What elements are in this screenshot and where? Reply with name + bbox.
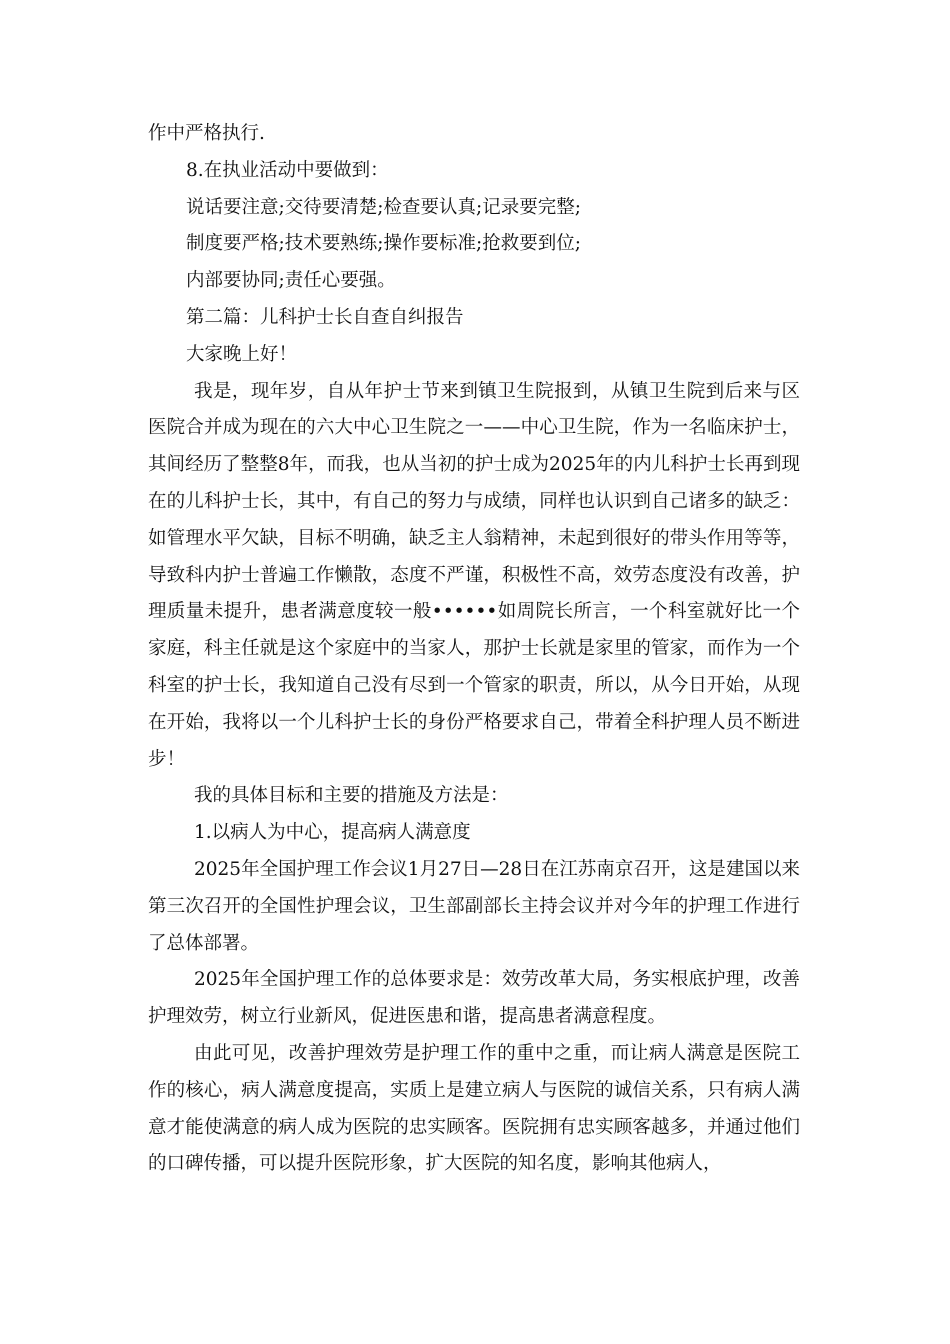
paragraph-item-8: 8.在执业活动中要做到： [186, 159, 389, 181]
document-body [148, 116, 800, 1183]
paragraph-continuation: 作中严格执行. [148, 123, 265, 144]
paragraph-rules-line-2: 制度要严格;技术要熟练;操作要标准;抢救要到位; [186, 233, 581, 255]
section-heading: 第二篇：儿科护士长自查自纠报告 [186, 306, 464, 328]
paragraph-conference: 2025年全国护理工作会议1月27日—28日在江苏南京召开，这是建国以来第三次召开的全国性护理会议，卫生部副部长主持会议并对今年的护理工作进行了总体部署。 [148, 858, 800, 954]
paragraph-requirements: 2025年全国护理工作的总体要求是：效劳改革大局，务实根底护理，改善护理效劳，树立行业新风，促进医患和谐，提高患者满意程度。 [148, 969, 800, 1028]
paragraph-rules-line-1: 说话要注意;交待要清楚;检查要认真;记录要完整; [186, 196, 581, 218]
paragraph-satisfaction: 由此可见，改善护理效劳是护理工作的重中之重，而让病人满意是医院工作的核心，病人满意度提高，实质上是建立病人与医院的诚信关系，只有病人满意才能使满意的病人成为医院的忠实顾客。医院拥有忠实顾客越多，并通过他们的口碑传播，可以提升医院形象，扩大医院的知名度，影响其他病人， [148, 1042, 800, 1175]
paragraph-self-introduction: 我是，现年岁，自从年护士节来到镇卫生院报到，从镇卫生院到后来与区医院合并成为现在的六大中心卫生院之一——中心卫生院，作为一名临床护士，其间经历了整整8年，而我，也从当初的护士成为2025年的内儿科护士长再到现在的儿科护士长，其中，有自己的努力与成绩，同样也认识到自己诸多的缺乏：如管理水平欠缺，目标不明确，缺乏主人翁精神，未起到很好的带头作用等等，导致科内护士普遍工作懒散，态度不严谨，积极性不高，效劳态度没有改善，护理质量未提升，患者满意度较一般••••••如周院长所言，一个科室就好比一个家庭，科主任就是这个家庭中的当家人，那护士长就是家里的管家，而作为一个科室的护士长，我知道自己没有尽到一个管家的职责，所以，从今日开始，从现在开始，我将以一个儿科护士长的身份严格要求自己，带着全科护理人员不断进步！ [148, 380, 800, 770]
paragraph-goals-intro: 我的具体目标和主要的措施及方法是： [194, 785, 509, 807]
greeting: 大家晚上好！ [186, 343, 298, 365]
paragraph-goal-1: 1.以病人为中心，提高病人满意度 [194, 822, 471, 844]
paragraph-rules-line-3: 内部要协同;责任心要强。 [186, 270, 396, 292]
